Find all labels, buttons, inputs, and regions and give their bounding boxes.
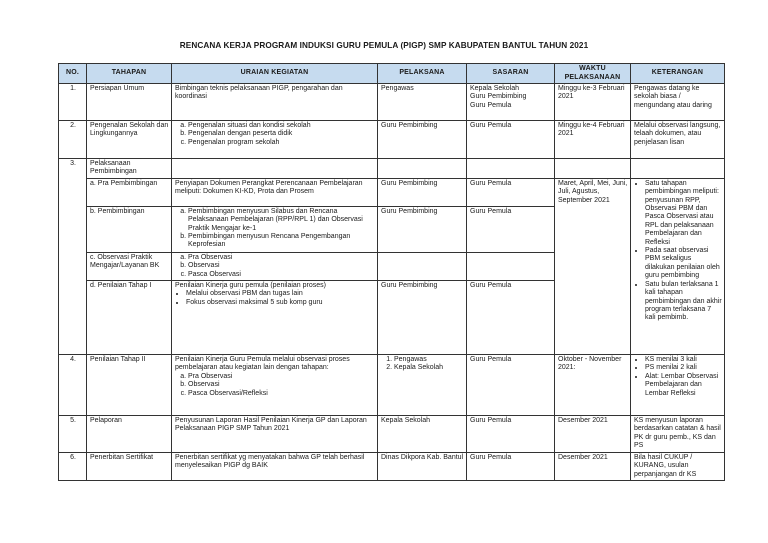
- keterangan-cell: [631, 178, 725, 354]
- pelaksana-cell: Dinas Dikpora Kab. Bantul: [378, 453, 467, 481]
- sasaran-item: Kepala Sekolah: [470, 85, 520, 92]
- uraian-cell: Bimbingan teknis pelaksanaan PIGP, pengarahan dan koordinasi: [172, 84, 378, 121]
- row-number: 1.: [59, 84, 87, 121]
- sasaran-cell: Guru Pemula: [467, 453, 555, 481]
- pelaksana-cell: Pengawas: [378, 84, 467, 121]
- waktu-cell: Maret, April, Mei, Juni, Juli, Agustus, September 2021: [555, 178, 631, 354]
- pelaksana-cell: Guru Pembimbing: [378, 281, 467, 355]
- row-number: 4.: [59, 355, 87, 416]
- uraian-text: Penilaian Kinerja Guru Pemula melalui observasi proses pembelajaran atau kegiatan lain dengan tahapan:: [175, 356, 350, 372]
- uraian-item: c. Pengenalan program sekolah: [188, 139, 375, 147]
- document-title: RENCANA KERJA PROGRAM INDUKSI GURU PEMULA (PIGP) SMP KABUPATEN BANTUL TAHUN 2021: [179, 41, 589, 50]
- keterangan-item: • KS menilai 3 kali: [645, 356, 722, 364]
- pelaksana-cell: [378, 355, 467, 416]
- pelaksana-item: 2. Kepala Sekolah: [394, 364, 464, 372]
- waktu-cell: Minggu ke-3 Februari 2021: [555, 84, 631, 121]
- sasaran-cell: Guru Pemula: [467, 206, 555, 252]
- uraian-item: a. Pembimbingan menyusun Silabus dan Rencana Pelaksanaan Pembelajaran (RPP/RPL 1) dan Observasi Praktik Mengajar ke-1: [188, 208, 375, 233]
- keterangan-cell: Melalui observasi langsung, telaah dokumen, atau penjelasan lisan: [631, 121, 725, 159]
- pelaksana-cell: Guru Pembimbing: [378, 206, 467, 252]
- keterangan-cell: KS menyusun laporan berdasarkan catatan & hasil PK dr guru pemb., KS dan PS: [631, 416, 725, 453]
- sasaran-cell: Guru Pemula: [467, 281, 555, 355]
- table-row: [59, 355, 725, 416]
- sasaran-item: Guru Pemula: [470, 101, 512, 109]
- keterangan-item: • PS menilai 2 kali: [645, 364, 722, 372]
- uraian-cell: [172, 121, 378, 159]
- uraian-item: b. Pengenalan dengan peserta didik: [188, 130, 375, 138]
- keterangan-cell: Bila hasil CUKUP / KURANG, usulan perpanjangan dr KS: [631, 453, 725, 481]
- waktu-cell: Oktober - November 2021:: [555, 355, 631, 416]
- waktu-cell: Minggu ke-4 Februari 2021: [555, 121, 631, 159]
- pelaksana-cell: Kepala Sekolah: [378, 416, 467, 453]
- tahapan-cell: Pelaksanaan Pembimbingan: [87, 159, 172, 179]
- sasaran-cell: Guru Pemula: [467, 416, 555, 453]
- sasaran-item: Guru Pembimbing: [470, 93, 527, 101]
- uraian-cell: Penerbitan sertifikat yg menyatakan bahwa GP telah berhasil menyelesaikan PIGP dg BAIK: [172, 453, 378, 481]
- header-row: [59, 64, 725, 84]
- uraian-item: b. Pembimbingan menyusun Rencana Pengembangan Keprofesian: [188, 233, 375, 250]
- pelaksana-cell: Guru Pembimbing: [378, 121, 467, 159]
- row-number: 2.: [59, 121, 87, 159]
- uraian-cell: Penyiapan Dokumen Perangkat Perencanaan Pembelajaran meliputi: Dokumen KI-KD, Prota dan Prosem: [172, 178, 378, 206]
- uraian-cell: [172, 252, 378, 280]
- table-row: [59, 84, 725, 121]
- waktu-cell: Desember 2021: [555, 453, 631, 481]
- sasaran-cell: [467, 84, 555, 121]
- uraian-text: Penilaian Kinerja guru pemula (penilaian proses): [175, 282, 326, 290]
- tahapan-cell: a. Pra Pembimbingan: [87, 178, 172, 206]
- header-pelaksana: PELAKSANA: [378, 64, 467, 84]
- uraian-item: • Fokus observasi maksimal 5 sub komp guru: [186, 299, 375, 307]
- header-uraian: URAIAN KEGIATAN: [172, 64, 378, 84]
- keterangan-item: • Satu tahapan pembimbingan meliputi: penyusunan RPP, Observasi PBM dan Pasca Observasi atau RPL dan pelaksanaan Pembelajaran dan Refleksi: [645, 180, 722, 247]
- uraian-item: b. Observasi: [188, 262, 375, 270]
- uraian-item: a. Pra Observasi: [188, 254, 375, 262]
- sasaran-cell: Guru Pemula: [467, 178, 555, 206]
- uraian-item: a. Pengenalan situasi dan kondisi sekolah: [188, 122, 375, 130]
- tahapan-cell: b. Pembimbingan: [87, 206, 172, 252]
- keterangan-item: • Pada saat observasi PBM sekaligus dilakukan penilaian oleh guru pembimbing: [645, 247, 722, 281]
- header-sasaran: SASARAN: [467, 64, 555, 84]
- tahapan-cell: Persiapan Umum: [87, 84, 172, 121]
- table-row: [59, 453, 725, 481]
- tahapan-cell: Penerbitan Sertifikat: [87, 453, 172, 481]
- tahapan-cell: Penilaian Tahap II: [87, 355, 172, 416]
- uraian-item: • Melalui observasi PBM dan tugas lain: [186, 290, 375, 298]
- uraian-cell: [172, 355, 378, 416]
- header-keterangan: KETERANGAN: [631, 64, 725, 84]
- uraian-item: a. Pra Observasi: [188, 373, 375, 381]
- keterangan-cell: Pengawas datang ke sekolah biasa / mengundang atau daring: [631, 84, 725, 121]
- tahapan-cell: Pengenalan Sekolah dan Lingkungannya: [87, 121, 172, 159]
- uraian-item: b. Observasi: [188, 381, 375, 389]
- uraian-cell: Penyusunan Laporan Hasil Penilaian Kinerja GP dan Laporan Pelaksanaan PIGP SMP Tahun 2021: [172, 416, 378, 453]
- uraian-item: c. Pasca Observasi: [188, 271, 375, 279]
- waktu-cell: Desember 2021: [555, 416, 631, 453]
- sasaran-cell: Guru Pemula: [467, 121, 555, 159]
- table-row: [59, 178, 725, 206]
- tahapan-cell: c. Observasi Praktik Mengajar/Layanan BK: [87, 252, 172, 280]
- keterangan-item: • Alat: Lembar Observasi Pembelajaran dan Lembar Refleksi: [645, 373, 722, 398]
- header-waktu: WAKTU PELAKSANAAN: [555, 64, 631, 84]
- keterangan-cell: [631, 355, 725, 416]
- header-tahapan: TAHAPAN: [87, 64, 172, 84]
- uraian-cell: [172, 281, 378, 355]
- tahapan-cell: d. Penilaian Tahap I: [87, 281, 172, 355]
- table-row: [59, 159, 725, 179]
- table-row: [59, 121, 725, 159]
- sasaran-cell: Guru Pemula: [467, 355, 555, 416]
- work-plan-table: [58, 63, 725, 481]
- row-number: 5.: [59, 416, 87, 453]
- keterangan-item: • Satu bulan terlaksana 1 kali tahapan pembimbingan dan akhir program terlaksana 7 kali pembimb.: [645, 281, 722, 323]
- row-number: 3.: [59, 159, 87, 355]
- table-row: [59, 416, 725, 453]
- tahapan-cell: Pelaporan: [87, 416, 172, 453]
- pelaksana-item: 1. Pengawas: [394, 356, 464, 364]
- uraian-item: c. Pasca Observasi/Refleksi: [188, 390, 375, 398]
- pelaksana-cell: Guru Pembimbing: [378, 178, 467, 206]
- header-no: NO.: [59, 64, 87, 84]
- uraian-cell: [172, 206, 378, 252]
- row-number: 6.: [59, 453, 87, 481]
